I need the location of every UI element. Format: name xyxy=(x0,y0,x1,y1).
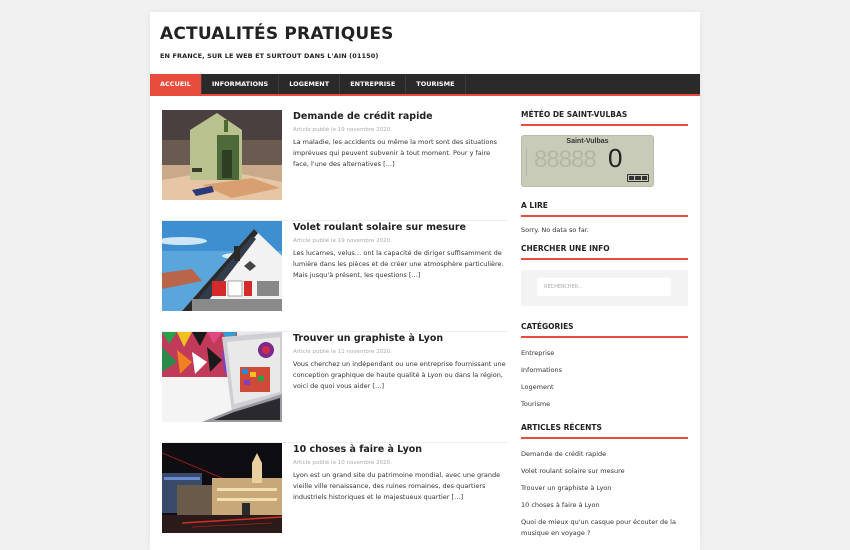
post-item xyxy=(162,110,508,221)
battery-icon xyxy=(627,174,649,182)
category-link-tourisme[interactable]: Tourisme xyxy=(521,400,551,408)
post-body xyxy=(293,110,508,170)
category-link-entreprise[interactable]: Entreprise xyxy=(521,349,555,357)
post-title[interactable]: Trouver un graphiste à Lyon xyxy=(293,333,444,344)
nav-item-tourisme[interactable]: TOURISME xyxy=(406,74,465,94)
euro-house-image[interactable] xyxy=(162,110,282,200)
post-body xyxy=(293,221,508,281)
nav-item-entreprise[interactable]: ENTREPRISE xyxy=(340,74,406,94)
post-title[interactable]: 10 choses à faire à Lyon xyxy=(293,444,423,455)
recent-article-link[interactable]: Quoi de mieux qu'un casque pour écouter de la musique en voyage ? xyxy=(521,518,676,537)
solar-roof-image[interactable] xyxy=(162,221,282,311)
lcd-divider xyxy=(526,148,527,176)
widget-title: CATÉGORIES xyxy=(521,322,688,338)
widget-title: ARTICLES RÉCENTS xyxy=(521,423,688,439)
search-widget xyxy=(521,244,688,306)
categories-widget xyxy=(521,322,688,413)
weather-value: 0 xyxy=(608,143,623,173)
post-item xyxy=(162,221,508,332)
meteo-widget xyxy=(521,110,688,187)
post-excerpt: La maladie, les accidents ou même la mort sont des situations imprévues qui peuvent subvenir à tout moment. Pour y faire face, l'une des alternatives […] xyxy=(293,138,497,168)
site-title[interactable]: ACTUALITÉS PRATIQUES xyxy=(160,24,394,44)
post-list xyxy=(162,110,508,550)
weather-city: Saint-Vulbas xyxy=(566,138,609,145)
widget-title: CHERCHER UNE INFO xyxy=(521,244,688,260)
category-link-informations[interactable]: Informations xyxy=(521,366,563,374)
post-item xyxy=(162,332,508,443)
lyon-night-image[interactable] xyxy=(162,443,282,533)
post-item xyxy=(162,443,508,550)
alire-widget xyxy=(521,201,688,234)
page-container xyxy=(150,12,700,550)
sidebar xyxy=(521,110,688,550)
weather-lcd-display[interactable] xyxy=(521,135,654,187)
search-input[interactable] xyxy=(537,278,671,296)
post-title[interactable]: Demande de crédit rapide xyxy=(293,111,433,122)
widget-title: MÉTÉO DE SAINT-VULBAS xyxy=(521,110,688,126)
nav-item-informations[interactable]: INFORMATIONS xyxy=(202,74,279,94)
lcd-ghost-digits: 88888 xyxy=(534,146,596,173)
recent-article-link[interactable]: Volet roulant solaire sur mesure xyxy=(521,467,625,475)
recent-articles-list xyxy=(521,446,688,542)
nav-item-logement[interactable]: LOGEMENT xyxy=(279,74,340,94)
post-excerpt: Les lucarnes, velus… ont la capacité de diriger suffisamment de lumière dans les pièces et de créer une atmosphère particulière. Mais jusqu'à présent, les questions […] xyxy=(293,249,504,279)
category-link-logement[interactable]: Logement xyxy=(521,383,554,391)
post-meta: Article publié le 19 novembre 2020. xyxy=(293,127,392,133)
post-meta: Article publié le 10 novembre 2020. xyxy=(293,460,392,466)
search-box xyxy=(521,270,688,306)
post-excerpt: Lyon est un grand site du patrimoine mondial, avec une grande vieille ville renaissance, des ruines romaines, des quartiers industriels historiques et le majestueux quartier […] xyxy=(293,471,501,501)
recent-article-link[interactable]: 10 choses à faire à Lyon xyxy=(521,501,600,509)
post-meta: Article publié le 11 novembre 2020. xyxy=(293,349,392,355)
post-body xyxy=(293,332,508,392)
alire-text: Sorry. No data so far. xyxy=(521,226,589,234)
main-nav xyxy=(150,74,700,96)
nav-item-accueil[interactable]: ACCUEIL xyxy=(150,74,202,94)
laptop-design-image[interactable] xyxy=(162,332,282,422)
post-body xyxy=(293,443,508,503)
post-title[interactable]: Volet roulant solaire sur mesure xyxy=(293,222,466,233)
widget-title: A LIRE xyxy=(521,201,688,217)
site-description: EN FRANCE, SUR LE WEB ET SURTOUT DANS L'AIN (01150) xyxy=(160,52,379,60)
category-list xyxy=(521,345,688,413)
recent-articles-widget xyxy=(521,423,688,542)
post-excerpt: Vous cherchez un indépendant ou une entreprise fournissant une conception graphique de haute qualité à Lyon ou dans la région, voici de quoi vous aider […] xyxy=(293,360,506,390)
recent-article-link[interactable]: Demande de crédit rapide xyxy=(521,450,607,458)
recent-article-link[interactable]: Trouver un graphiste à Lyon xyxy=(521,484,612,492)
post-meta: Article publié le 19 novembre 2020. xyxy=(293,238,392,244)
